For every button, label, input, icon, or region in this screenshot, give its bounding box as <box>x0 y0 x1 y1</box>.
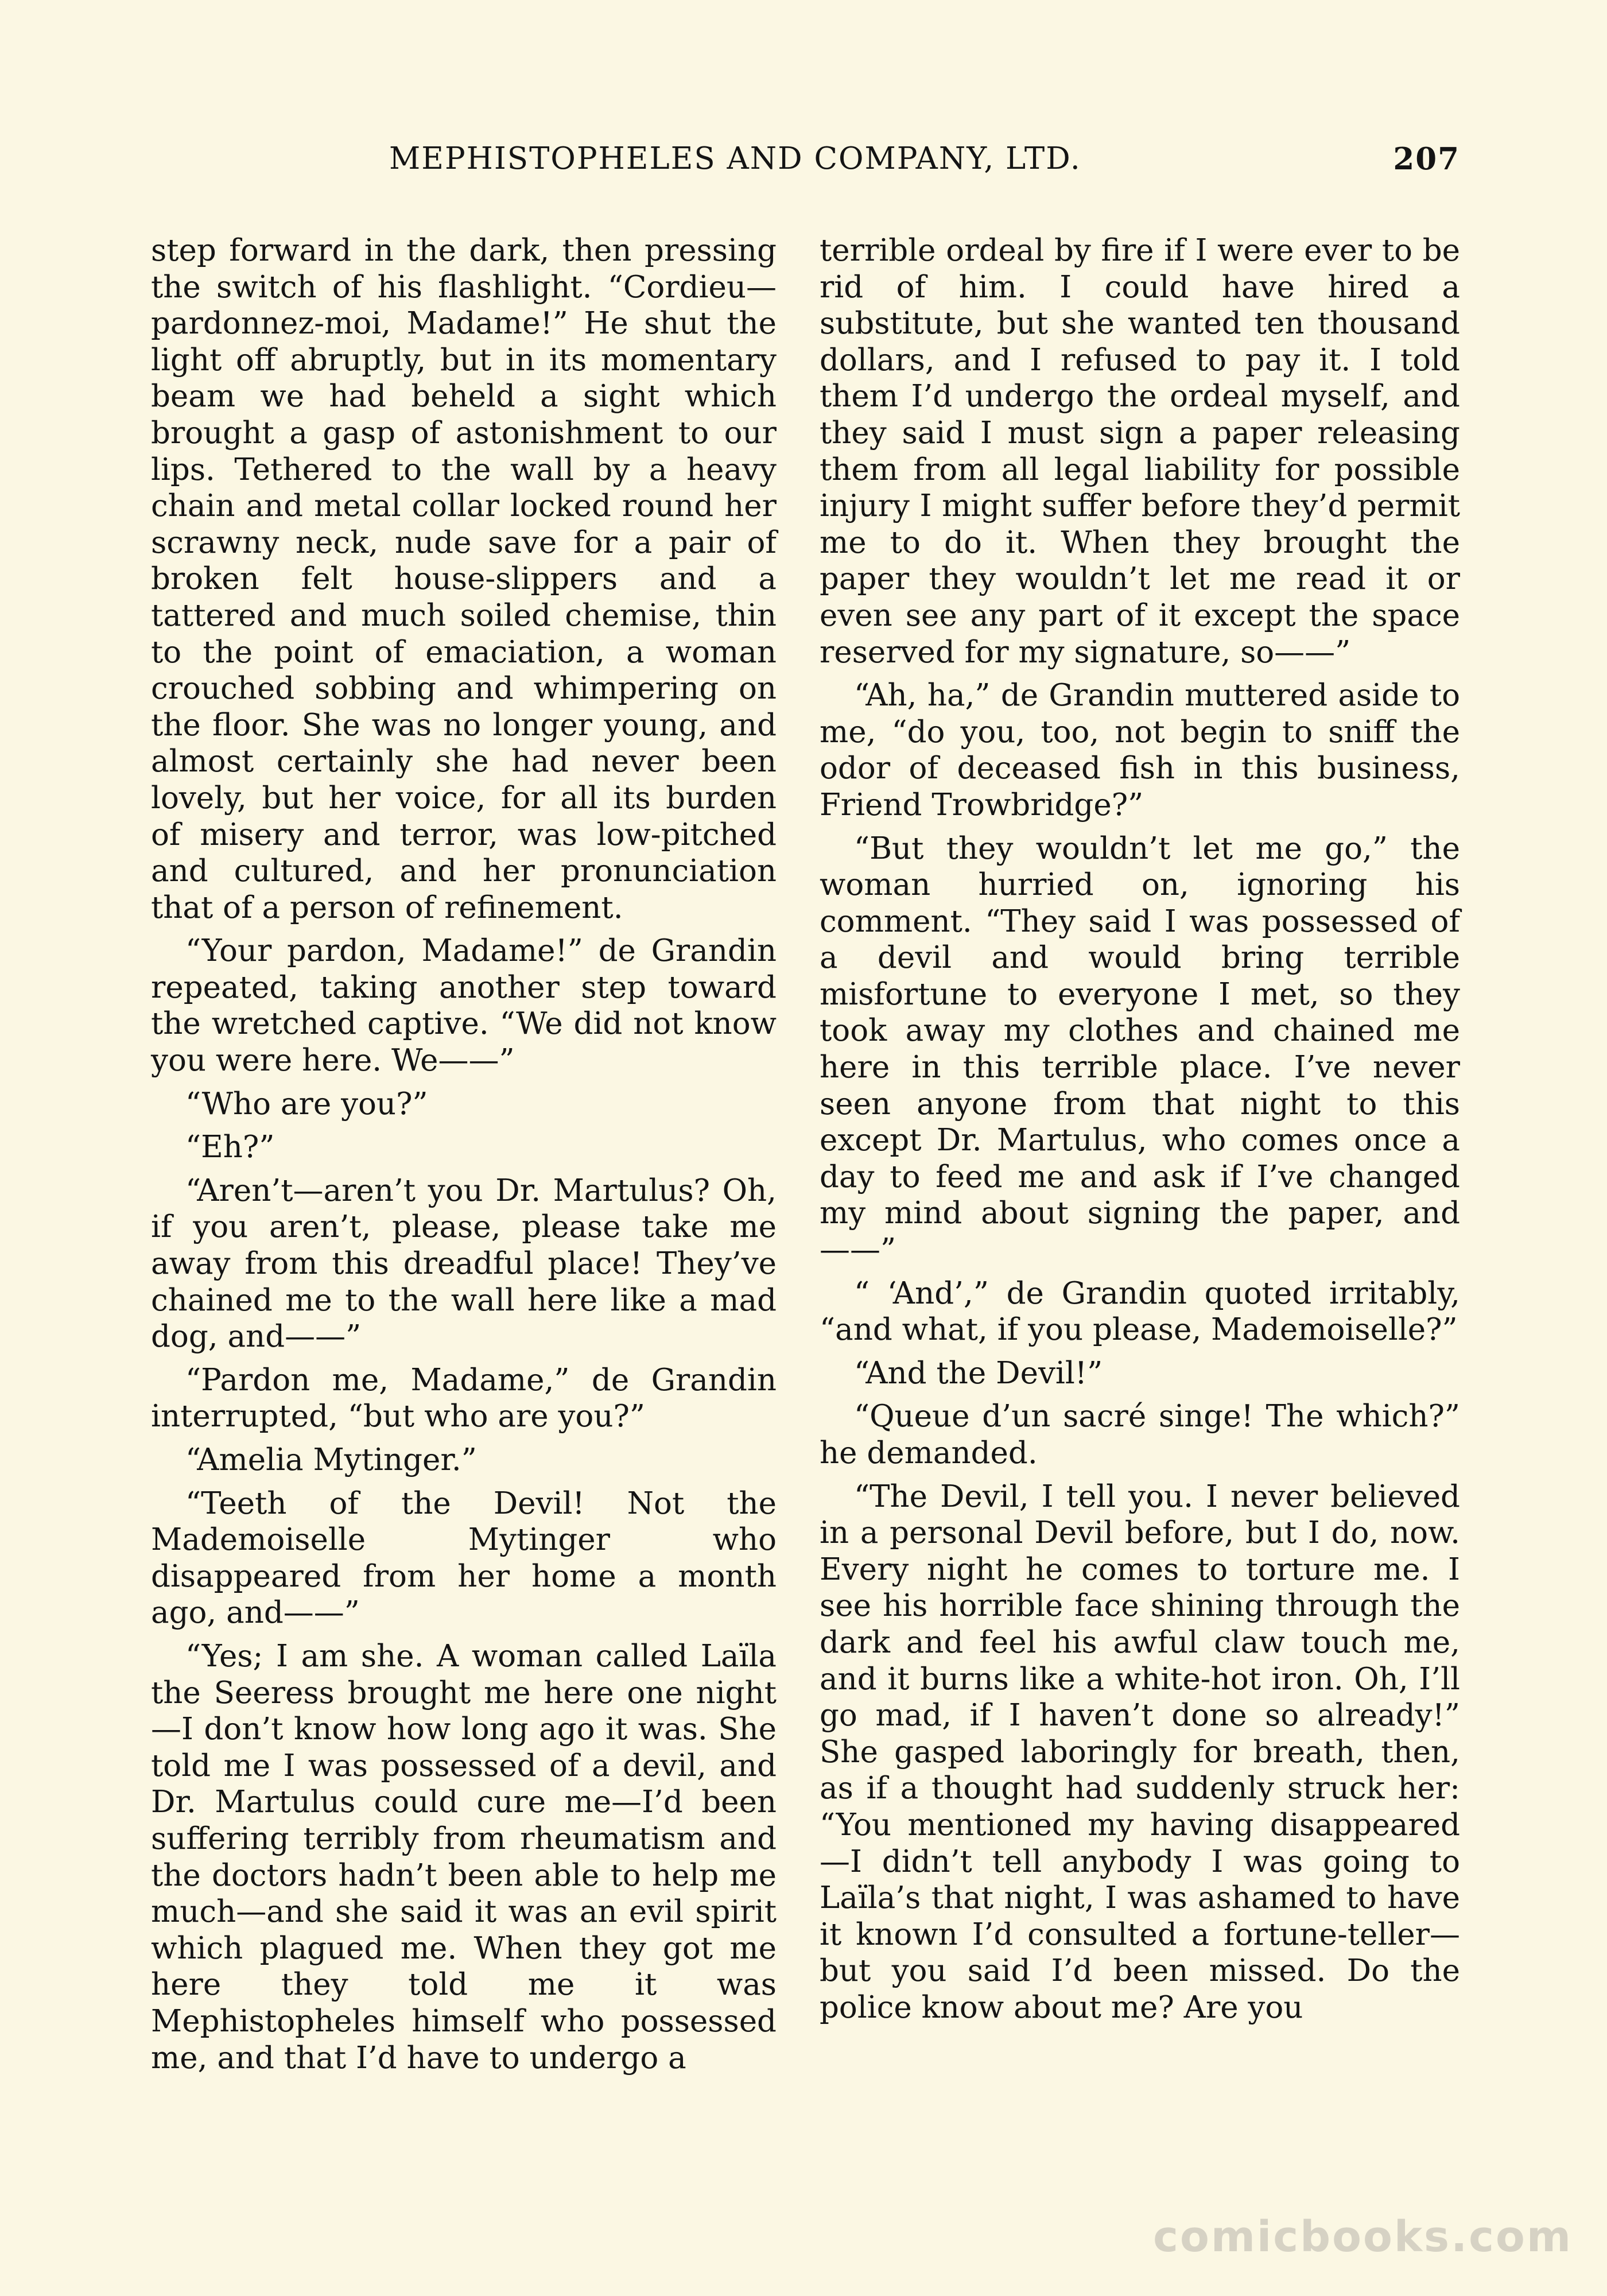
paragraph: “Queue d’un sacré singe! The which?” he demanded. <box>820 1399 1460 1471</box>
paragraph: “Aren’t—aren’t you Dr. Martulus? Oh, if you aren’t, please, please take me away from this dreadful place! They’ve chained me to the wall here like a mad dog, and——” <box>151 1173 777 1355</box>
paragraph: “Pardon me, Madame,” de Grandin interrupted, “but who are you?” <box>151 1362 777 1434</box>
paragraph: “And the Devil!” <box>854 1355 1103 1391</box>
paragraph: “But they wouldn’t let me go,” the woman hurried on, ignoring his comment. “They said I was possessed of a devil and would bring terrible misfortune to everyone I met, so they took away my clothes and chained me here in this terrible place. I’ve never seen anyone from that night to this except Dr. Martulus, who comes once a day to feed me and ask if I’ve changed my mind about signing the paper, and——” <box>820 831 1460 1268</box>
paragraph: “Yes; I am she. A woman called Laïla the Seeress brought me here one night—I don’t know how long ago it was. She told me I was possessed of a devil, and Dr. Martulus could cure me—I’d been suffering terribly from rheumatism and the doctors hadn’t been able to help me much—and she said it was an evil spirit which plagued me. When they got me here they told me it was Mephistopheles himself who possessed me, and that I’d have to undergo a <box>151 1638 777 2076</box>
running-header <box>151 141 1460 187</box>
paragraph: “Teeth of the Devil! Not the Mademoiselle Mytinger who disappeared from her home a month ago, and——” <box>151 1486 777 1631</box>
watermark: comicbooks.com <box>1153 2212 1573 2262</box>
paragraph: terrible ordeal by fire if I were ever to be rid of him. I could have hired a substitute, but she wanted ten thousand dollars, and I refused to pay it. I told them I’d undergo the ordeal myself, and they said I must sign a paper releasing them from all legal liability for possible injury I might suffer before they’d permit me to do it. When they brought the paper they wouldn’t let me read it or even see any part of it except the space reserved for my signature, so——” <box>820 233 1460 670</box>
paragraph: “Eh?” <box>185 1130 275 1165</box>
paragraph: step forward in the dark, then pressing the switch of his flashlight. “Cordieu—pardonnez-moi, Madame!” He shut the light off abruptly, but in its momentary beam we had beheld a sight which brought a gasp of astonishment to our lips. Tethered to the wall by a heavy chain and metal collar locked round her scrawny neck, nude save for a pair of broken felt house-slippers and a tattered and much soiled chemise, thin to the point of emaciation, a woman crouched sobbing and whimpering on the floor. She was no longer young, and almost certainly she had never been lovely, but her voice, for all its burden of misery and terror, was low-pitched and cultured, and her pronunciation that of a person of refinement. <box>151 233 777 925</box>
paragraph: “Ah, ha,” de Grandin muttered aside to me, “do you, too, not begin to sniff the odor of deceased fish in this business, Friend Trowbridge?” <box>820 678 1460 823</box>
right-column <box>820 232 1460 2026</box>
page-number: 207 <box>1393 141 1460 177</box>
paragraph: “Your pardon, Madame!” de Grandin repeated, taking another step toward the wretched captive. “We did not know you were here. We——” <box>151 933 777 1079</box>
paragraph: “Amelia Mytinger.” <box>185 1442 477 1477</box>
paragraph: “The Devil, I tell you. I never believed in a personal Devil before, but I do, now. Every night he comes to torture me. I see his horrible face shining through the dark and feel his awful claw touch me, and it burns like a white-hot iron. Oh, I’ll go mad, if I haven’t done so already!” She gasped laboringly for breath, then, as if a thought had suddenly struck her: “You mentioned my having disappeared—I didn’t tell anybody I was going to Laïla’s that night, I was ashamed to have it known I’d consulted a fortune-teller—but you said I’d been missed. Do the police know about me? Are you <box>820 1479 1460 2025</box>
paragraph: “ ‘And’,” de Grandin quoted irritably, “and what, if you please, Mademoiselle?” <box>820 1275 1460 1348</box>
running-title: MEPHISTOPHELES AND COMPANY, LTD. <box>389 141 1081 176</box>
left-column <box>151 232 777 2076</box>
paragraph: “Who are you?” <box>185 1086 428 1122</box>
